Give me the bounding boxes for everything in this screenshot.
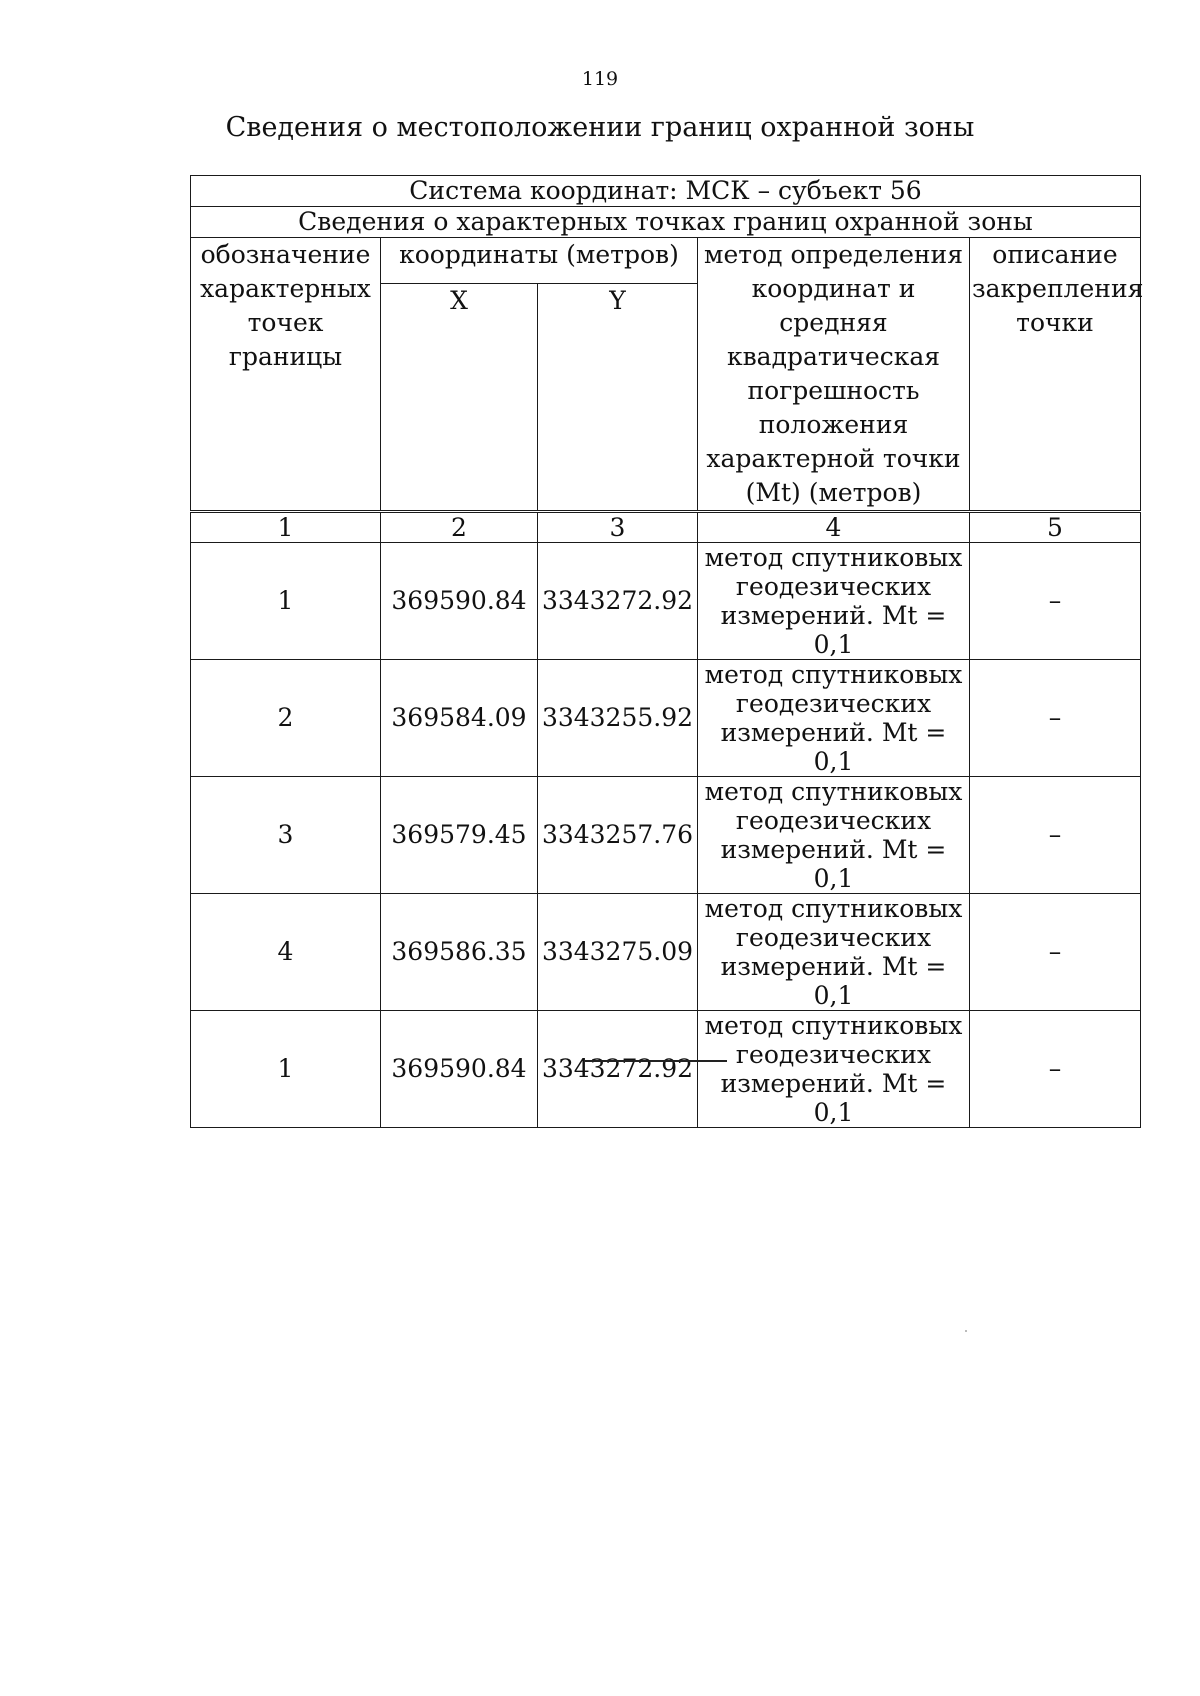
table-row [191, 894, 1141, 1011]
y-cell: 3343257.76 [538, 777, 698, 894]
header-method: метод определения координат и средняя квадратическая погрешность положения характерной точки (Mt) (метров) [698, 238, 970, 512]
point-cell: 3 [191, 777, 381, 894]
y-cell: 3343272.92 [538, 543, 698, 660]
coordinate-system-cell: Система координат: МСК – субъект 56 [191, 176, 1141, 207]
points-info-cell: Сведения о характерных точках границ охранной зоны [191, 207, 1141, 238]
description-cell: – [970, 660, 1141, 777]
table-row [191, 660, 1141, 777]
x-cell: 369586.35 [381, 894, 538, 1011]
header-y: Y [538, 283, 698, 511]
column-number: 3 [538, 512, 698, 543]
header-point-label: обозначение характерных точек границы [191, 238, 381, 512]
x-cell: 369584.09 [381, 660, 538, 777]
y-cell: 3343275.09 [538, 894, 698, 1011]
method-cell: метод спутниковых геодезических измерений. Mt = 0,1 [698, 660, 970, 777]
method-cell: метод спутниковых геодезических измерений. Mt = 0,1 [698, 777, 970, 894]
column-number: 5 [970, 512, 1141, 543]
point-cell: 1 [191, 1011, 381, 1128]
boundary-points-table [190, 175, 1144, 1128]
column-number: 4 [698, 512, 970, 543]
x-cell: 369590.84 [381, 1011, 538, 1128]
document-title: Сведения о местоположении границ охранной зоны [225, 112, 975, 143]
header-description: описание закрепления точки [970, 238, 1141, 512]
coordinate-system-row [191, 176, 1141, 207]
description-cell: – [970, 894, 1141, 1011]
points-info-row [191, 207, 1141, 238]
column-numbers-row [191, 512, 1141, 543]
end-rule [585, 1060, 727, 1062]
y-cell: 3343272.92 [538, 1011, 698, 1128]
page-number: 119 [581, 68, 619, 90]
header-x: X [381, 283, 538, 511]
description-cell: – [970, 777, 1141, 894]
scan-speck [965, 1330, 967, 1332]
description-cell: – [970, 543, 1141, 660]
method-cell: метод спутниковых геодезических измерений. Mt = 0,1 [698, 543, 970, 660]
x-cell: 369590.84 [381, 543, 538, 660]
column-number: 2 [381, 512, 538, 543]
description-cell: – [970, 1011, 1141, 1128]
point-cell: 2 [191, 660, 381, 777]
y-cell: 3343255.92 [538, 660, 698, 777]
point-cell: 1 [191, 543, 381, 660]
method-cell: метод спутниковых геодезических измерений. Mt = 0,1 [698, 1011, 970, 1128]
table-row [191, 777, 1141, 894]
table-row [191, 543, 1141, 660]
point-cell: 4 [191, 894, 381, 1011]
column-number: 1 [191, 512, 381, 543]
x-cell: 369579.45 [381, 777, 538, 894]
table-row [191, 1011, 1141, 1128]
method-cell: метод спутниковых геодезических измерений. Mt = 0,1 [698, 894, 970, 1011]
header-coordinates: координаты (метров) [381, 238, 698, 284]
header-row [191, 238, 1141, 284]
